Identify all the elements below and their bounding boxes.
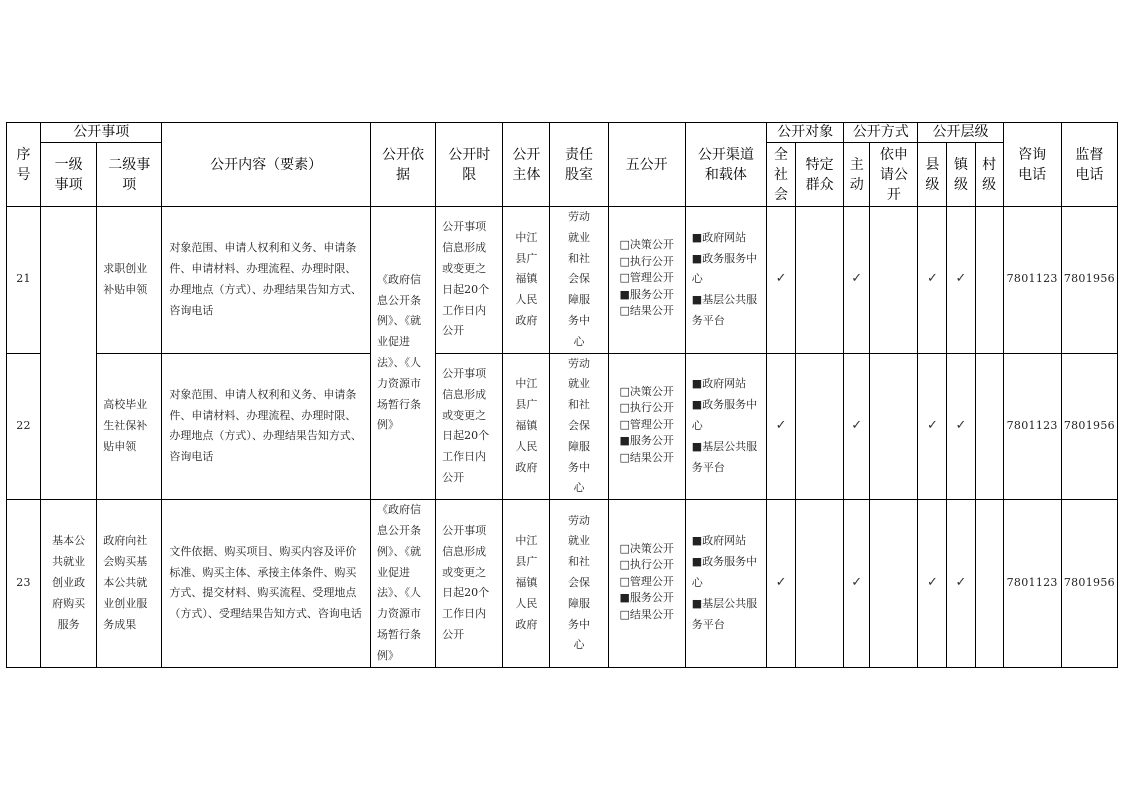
- five-public-item: [619, 400, 673, 417]
- header-consult-phone: 咨询电话: [1003, 123, 1061, 207]
- row-method-apply: [870, 353, 918, 500]
- row-time-limit: 公开事项信息形成或变更之日起20个工作日内公开: [436, 353, 503, 500]
- checked-box-icon: [619, 434, 629, 447]
- row-channels: [685, 353, 766, 500]
- row-level-county: ✓: [918, 353, 947, 500]
- channel-list: [692, 374, 760, 478]
- checked-box-icon: [619, 591, 629, 604]
- header-five-public: 五公开: [608, 123, 685, 207]
- five-public-label: 决策公开: [629, 541, 674, 555]
- checked-box-icon: [692, 440, 702, 453]
- row-target-all: ✓: [767, 207, 796, 354]
- channel-item: [692, 395, 760, 437]
- five-public-item: [619, 270, 673, 287]
- channel-label: 政务服务中心: [691, 251, 758, 286]
- row-seq: 21: [7, 207, 41, 354]
- header-content: 公开内容（要素）: [162, 123, 371, 207]
- header-level1: 一级事项: [41, 143, 97, 207]
- row-target-all: ✓: [767, 500, 796, 667]
- row-basis: 《政府信息公开条例》、《就业促进法》、《人力资源市场暂行条例》: [370, 500, 435, 667]
- row-level-county: ✓: [918, 207, 947, 354]
- row-content: 对象范围、申请人权利和义务、申请条件、申请材料、办理流程、办理时限、办理地点（方式）、办理结果告知方式、咨询电话: [162, 207, 371, 354]
- header-target-group: 公开对象: [767, 123, 844, 143]
- five-public-label: 管理公开: [629, 417, 674, 431]
- five-public-item: [619, 590, 673, 607]
- five-public-item: [619, 384, 673, 401]
- row-subject: 中江县广福镇人民政府: [503, 207, 550, 354]
- row-office: 劳动就业和社会保障服务中心: [550, 207, 608, 354]
- channel-item: [692, 249, 760, 291]
- header-matter-group: 公开事项: [41, 123, 162, 143]
- row-seq: 23: [7, 500, 41, 667]
- header-level-group: 公开层级: [918, 123, 1003, 143]
- header-supervise-phone: 监督电话: [1061, 123, 1117, 207]
- row-level1: 基本公共就业创业政府购买服务: [41, 500, 97, 667]
- row-method-active: ✓: [844, 353, 870, 500]
- unchecked-box-icon: [619, 608, 629, 621]
- header-level-town: 镇级: [947, 143, 975, 207]
- row-method-active: ✓: [844, 207, 870, 354]
- row-level2: 求职创业补贴申领: [97, 207, 162, 354]
- row-subject: 中江县广福镇人民政府: [503, 500, 550, 667]
- row-level-town: ✓: [947, 353, 975, 500]
- row-content: 文件依据、购买项目、购买内容及评价标准、购买主体、承接主体条件、购买方式、提交材料、购买流程、受理地点（方式）、受理结果告知方式、咨询电话: [162, 500, 371, 667]
- five-public-item: [619, 433, 673, 450]
- header-target-all: 全社会: [767, 143, 796, 207]
- row-office: 劳动就业和社会保障服务中心: [550, 353, 608, 500]
- channel-label: 政府网站: [702, 534, 747, 548]
- row-channels: [685, 500, 766, 667]
- row-method-apply: [870, 207, 918, 354]
- table-row: [7, 353, 1118, 500]
- five-public-label: 执行公开: [629, 401, 674, 415]
- header-level2: 二级事项: [97, 143, 162, 207]
- row-consult-phone: 7801123: [1003, 207, 1061, 354]
- unchecked-box-icon: [619, 451, 629, 464]
- five-public-item: [619, 541, 673, 558]
- five-public-item: [619, 303, 673, 320]
- channel-label: 基层公共服务平台: [691, 439, 758, 474]
- channel-item: [692, 437, 760, 479]
- checked-box-icon: [692, 555, 702, 568]
- channel-item: [692, 552, 760, 594]
- row-basis: 《政府信息公开条例》、《就业促进法》、《人力资源市场暂行条例》: [370, 207, 435, 500]
- five-public-list: [619, 541, 673, 624]
- five-public-label: 服务公开: [629, 287, 674, 301]
- unchecked-box-icon: [619, 418, 629, 431]
- row-level2: 高校毕业生社保补贴申领: [97, 353, 162, 500]
- unchecked-box-icon: [619, 271, 629, 284]
- row-level-village: [975, 500, 1003, 667]
- channel-list: [692, 531, 760, 635]
- five-public-label: 结果公开: [629, 304, 674, 318]
- row-content: 对象范围、申请人权利和义务、申请条件、申请材料、办理流程、办理时限、办理地点（方式）、办理结果告知方式、咨询电话: [162, 353, 371, 500]
- channel-label: 政府网站: [702, 377, 747, 391]
- five-public-label: 执行公开: [629, 254, 674, 268]
- five-public-label: 服务公开: [629, 591, 674, 605]
- five-public-label: 管理公开: [629, 271, 674, 285]
- channel-label: 基层公共服务平台: [691, 293, 758, 327]
- channel-label: 政务服务中心: [691, 398, 758, 432]
- five-public-label: 结果公开: [629, 450, 674, 464]
- channel-label: 政务服务中心: [691, 555, 758, 589]
- row-supervise-phone: 7801956: [1061, 207, 1117, 354]
- row-method-active: ✓: [844, 500, 870, 667]
- unchecked-box-icon: [619, 304, 629, 317]
- checked-box-icon: [692, 597, 702, 610]
- unchecked-box-icon: [619, 385, 629, 398]
- row-level-village: [975, 353, 1003, 500]
- five-public-label: 执行公开: [629, 558, 674, 572]
- checked-box-icon: [692, 293, 702, 306]
- channel-label: 政府网站: [702, 230, 747, 244]
- five-public-item: [619, 574, 673, 591]
- header-time-limit: 公开时限: [436, 123, 503, 207]
- row-five-public: [608, 207, 685, 354]
- header-method-group: 公开方式: [844, 123, 918, 143]
- five-public-label: 决策公开: [629, 238, 674, 252]
- row-supervise-phone: 7801956: [1061, 353, 1117, 500]
- header-level-village: 村级: [975, 143, 1003, 207]
- channel-item: [692, 374, 760, 395]
- row-level-county: ✓: [918, 500, 947, 667]
- header-method-apply: 依申请公开: [870, 143, 918, 207]
- five-public-item: [619, 450, 673, 467]
- header-office: 责任股室: [550, 123, 608, 207]
- channel-item: [692, 228, 760, 249]
- public-affairs-table: [6, 122, 1118, 668]
- five-public-item: [619, 607, 673, 624]
- row-channels: [685, 207, 766, 354]
- table-row: [7, 207, 1118, 354]
- five-public-label: 服务公开: [629, 434, 674, 448]
- checked-box-icon: [692, 398, 702, 411]
- row-level-village: [975, 207, 1003, 354]
- row-time-limit: 公开事项信息形成或变更之日起20个工作日内公开: [436, 207, 503, 354]
- five-public-label: 管理公开: [629, 574, 674, 588]
- row-time-limit: 公开事项信息形成或变更之日起20个工作日内公开: [436, 500, 503, 667]
- row-target-specific: [796, 207, 844, 354]
- unchecked-box-icon: [619, 238, 629, 251]
- row-five-public: [608, 353, 685, 500]
- row-level-town: ✓: [947, 207, 975, 354]
- row-level1: [41, 207, 97, 500]
- row-target-specific: [796, 500, 844, 667]
- checked-box-icon: [692, 231, 702, 244]
- header-seq: 序号: [7, 123, 41, 207]
- five-public-item: [619, 557, 673, 574]
- channel-item: [692, 290, 760, 332]
- five-public-item: [619, 417, 673, 434]
- channel-item: [692, 594, 760, 636]
- checked-box-icon: [692, 534, 702, 547]
- five-public-list: [619, 384, 673, 467]
- row-target-all: ✓: [767, 353, 796, 500]
- five-public-item: [619, 287, 673, 304]
- row-office: 劳动就业和社会保障服务中心: [550, 500, 608, 667]
- row-consult-phone: 7801123: [1003, 353, 1061, 500]
- unchecked-box-icon: [619, 575, 629, 588]
- row-method-apply: [870, 500, 918, 667]
- row-seq: 22: [7, 353, 41, 500]
- checked-box-icon: [619, 288, 629, 301]
- channel-item: [692, 531, 760, 552]
- unchecked-box-icon: [619, 542, 629, 555]
- row-level2: 政府向社会购买基本公共就业创业服务成果: [97, 500, 162, 667]
- five-public-label: 结果公开: [629, 607, 674, 621]
- channel-list: [692, 228, 760, 332]
- checked-box-icon: [692, 252, 702, 265]
- five-public-item: [619, 254, 673, 271]
- unchecked-box-icon: [619, 401, 629, 414]
- channel-label: 基层公共服务平台: [691, 596, 758, 631]
- row-consult-phone: 7801123: [1003, 500, 1061, 667]
- row-level-town: ✓: [947, 500, 975, 667]
- header-channel: 公开渠道和载体: [685, 123, 766, 207]
- row-five-public: [608, 500, 685, 667]
- header-level-county: 县级: [918, 143, 947, 207]
- five-public-list: [619, 237, 673, 320]
- header-subject: 公开主体: [503, 123, 550, 207]
- five-public-item: [619, 237, 673, 254]
- row-target-specific: [796, 353, 844, 500]
- checked-box-icon: [692, 377, 702, 390]
- row-subject: 中江县广福镇人民政府: [503, 353, 550, 500]
- five-public-label: 决策公开: [629, 384, 674, 398]
- header-basis: 公开依据: [370, 123, 435, 207]
- table-row: [7, 500, 1118, 667]
- row-supervise-phone: 7801956: [1061, 500, 1117, 667]
- header-method-active: 主动: [844, 143, 870, 207]
- unchecked-box-icon: [619, 255, 629, 268]
- unchecked-box-icon: [619, 558, 629, 571]
- header-target-specific: 特定群众: [796, 143, 844, 207]
